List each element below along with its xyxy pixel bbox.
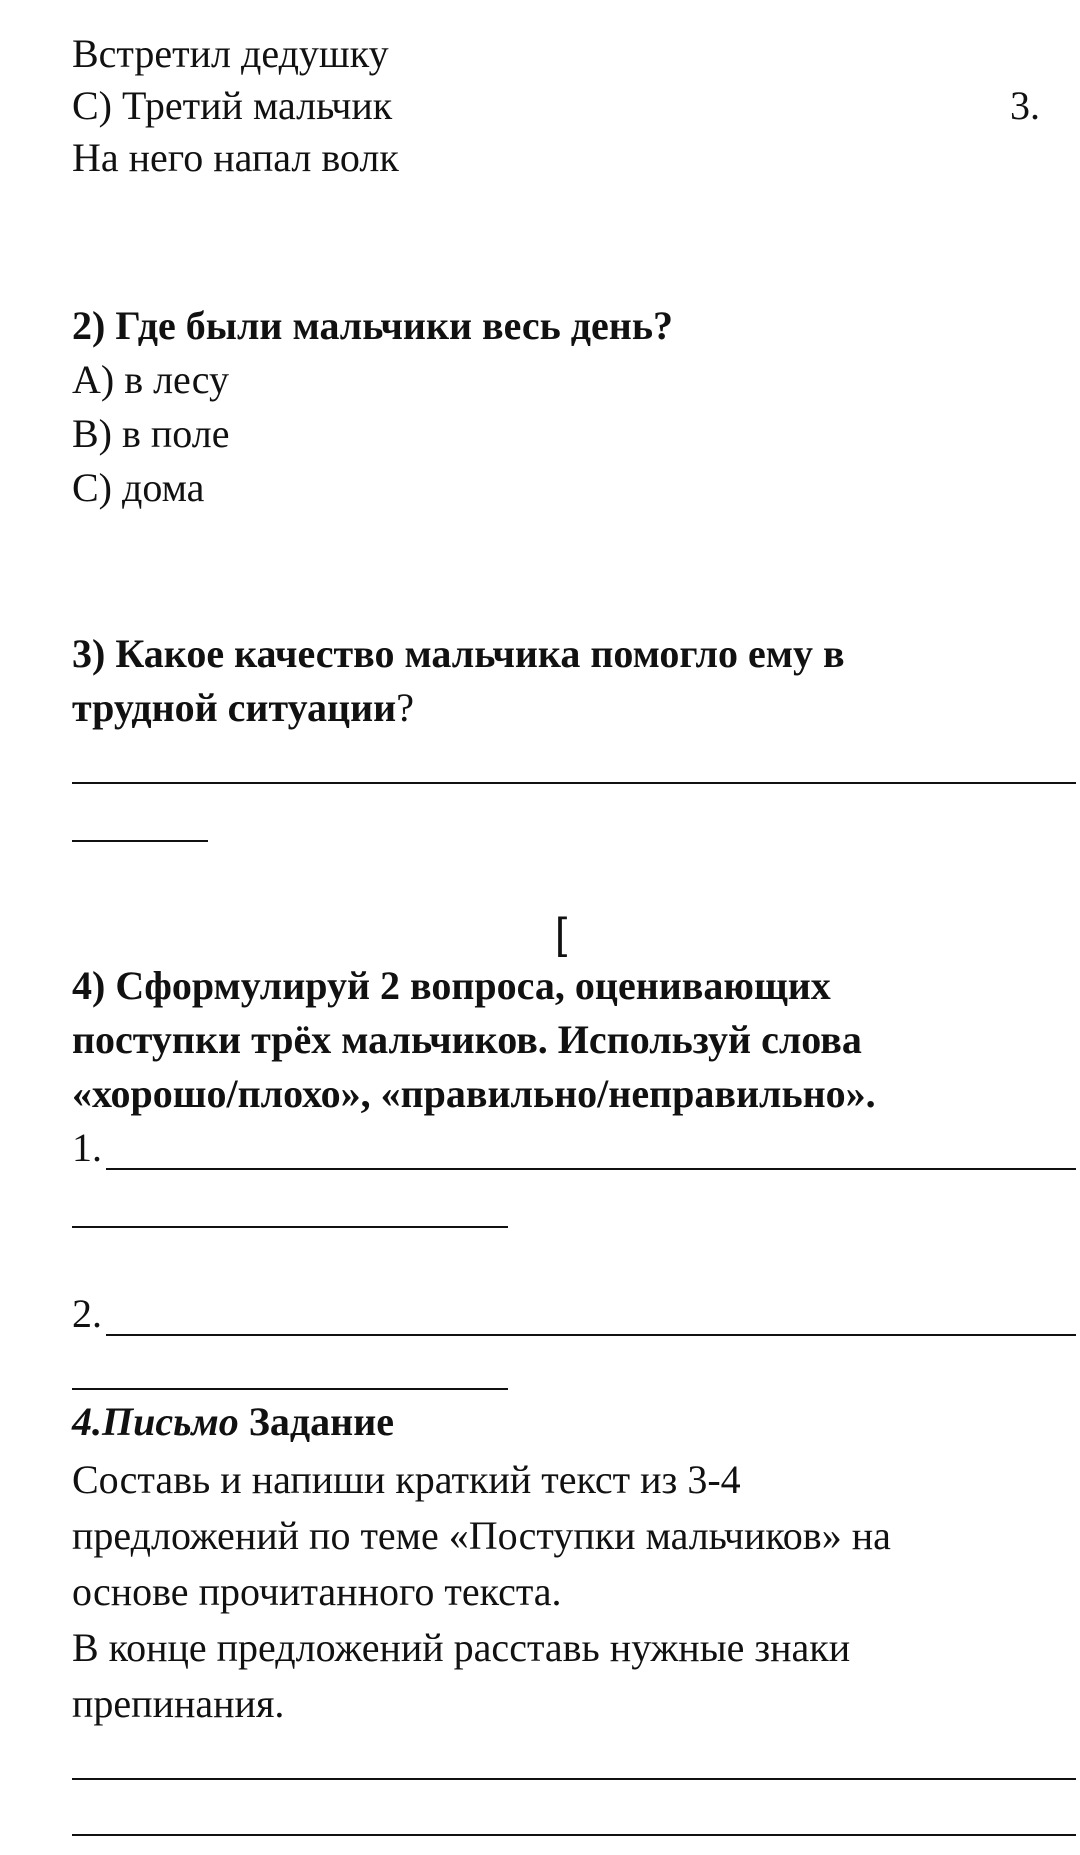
q4-item-1-label: 1.	[72, 1125, 102, 1170]
question-3-mark: ?	[396, 685, 414, 730]
writing-text-line-4: В конце предложений расставь нужные знаки	[72, 1625, 851, 1670]
question-3-line-2	[72, 684, 414, 732]
question-3-line-1: 3) Какое качество мальчика помогло ему в	[72, 631, 845, 676]
question-3-bold-text: трудной ситуации	[72, 685, 397, 730]
answer-rule-q4-2a[interactable]	[106, 1334, 1076, 1336]
answer-rule-writing-1[interactable]	[72, 1778, 1076, 1780]
answer-rule-writing-2[interactable]	[72, 1834, 1076, 1836]
writing-text-line-3: основе прочитанного текста.	[72, 1569, 562, 1614]
answer-rule-q3-1[interactable]	[72, 782, 1076, 784]
question-2: 2) Где были мальчики весь день?	[72, 303, 673, 348]
q2-option-c: С) дома	[72, 465, 205, 510]
number-mark: 3.	[1010, 83, 1040, 128]
answer-rule-q3-2[interactable]	[72, 840, 208, 842]
writing-task-title	[72, 1398, 394, 1446]
question-4-line-2: поступки трёх мальчиков. Используй слова	[72, 1017, 862, 1062]
q2-option-a: А) в лесу	[72, 357, 230, 402]
answer-rule-q4-1a[interactable]	[106, 1168, 1076, 1170]
writing-title-rest: Задание	[238, 1399, 394, 1444]
answer-rule-q4-1b[interactable]	[72, 1226, 508, 1228]
answer-line-wolf: На него напал волк	[72, 135, 399, 180]
q2-option-b: В) в поле	[72, 411, 230, 456]
writing-text-line-5: препинания.	[72, 1681, 285, 1726]
writing-title-italic: 4.Письмо	[72, 1399, 239, 1444]
answer-rule-q4-2b[interactable]	[72, 1388, 508, 1390]
question-4-line-3: «хорошо/плохо», «правильно/неправильно».	[72, 1071, 876, 1116]
answer-line-third-boy: С) Третий мальчик	[72, 83, 393, 128]
writing-text-line-2: предложений по теме «Поступки мальчиков» на	[72, 1513, 891, 1558]
q4-item-2-label: 2.	[72, 1291, 102, 1336]
stray-bracket: [	[555, 909, 568, 958]
writing-text-line-1: Составь и напиши краткий текст из 3-4	[72, 1457, 741, 1502]
answer-line-grandpa: Встретил дедушку	[72, 31, 389, 76]
question-4-line-1: 4) Сформулируй 2 вопроса, оценивающих	[72, 963, 831, 1008]
